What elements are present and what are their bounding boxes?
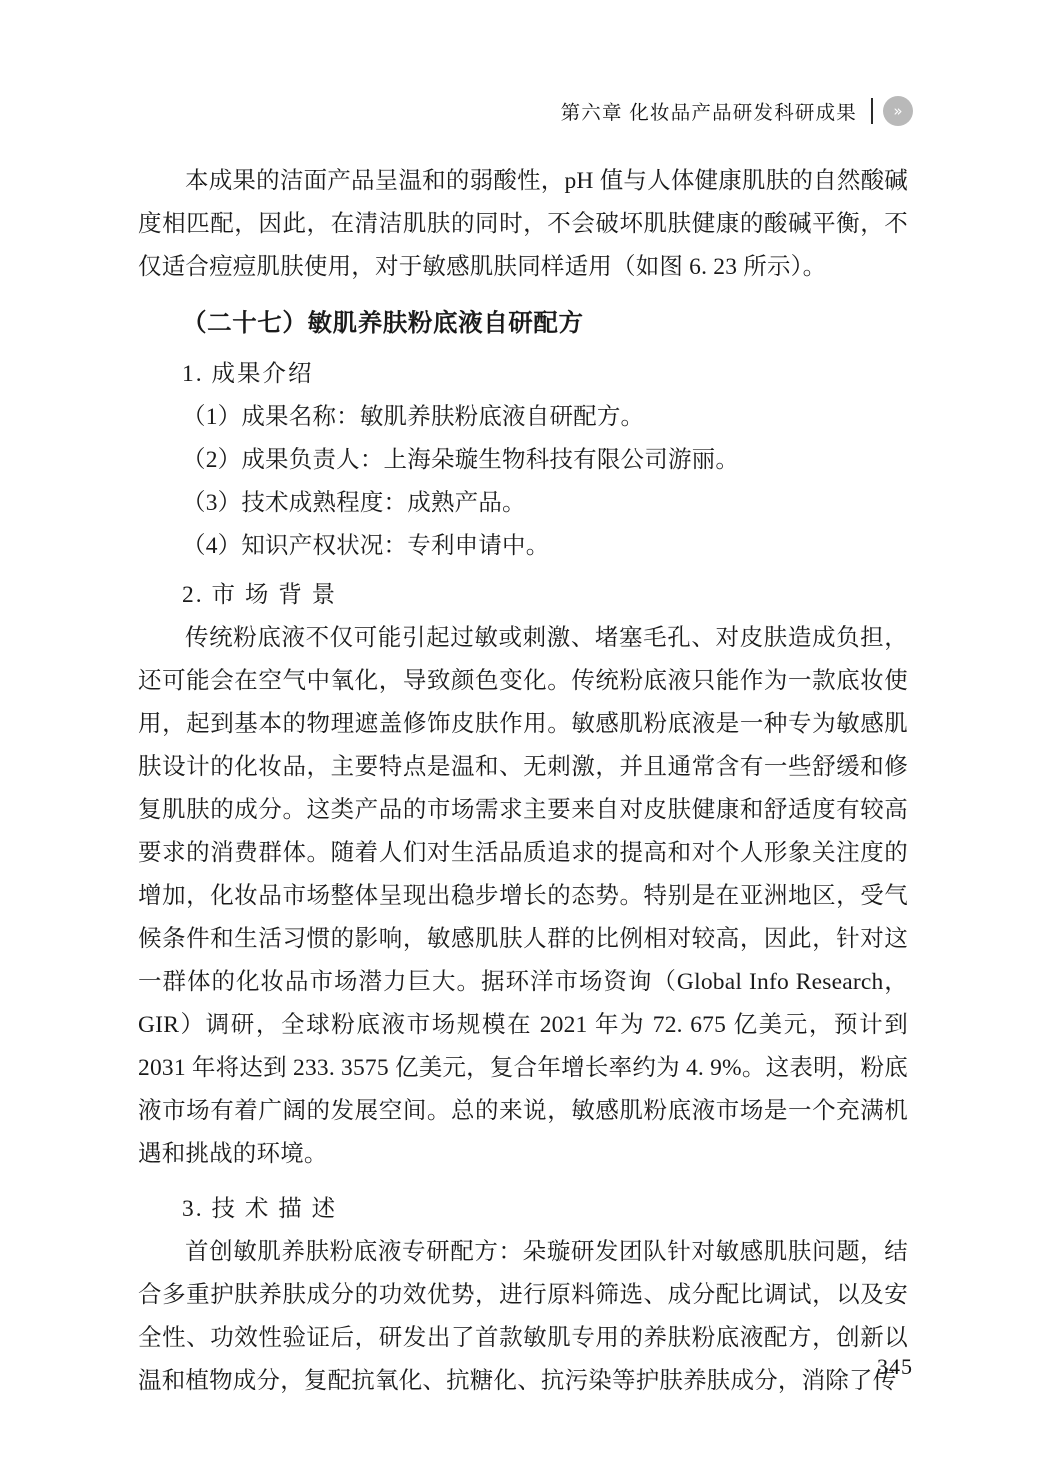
subsection-3-title: 3. 技 术 描 述	[182, 1196, 338, 1222]
header-divider	[871, 98, 873, 124]
list-item: （3）技术成熟程度：成熟产品。	[182, 490, 526, 516]
subsection-2-title: 2. 市 场 背 景	[182, 582, 338, 608]
technical-description-paragraph: 首创敏肌养肤粉底液专研配方：朵璇研发团队针对敏感肌肤问题，结合多重护肤养肤成分的功效优势，进行原料筛选、成分配比调试，以及安全性、功效性验证后，研发出了首款敏肌专用的养肤粉底液配方，创新以温和植物成分，复配抗氧化、抗糖化、抗污染等护肤养肤成分，消除了传	[138, 1239, 908, 1394]
page-number: 345	[877, 1354, 913, 1379]
double-chevron-right-icon: »	[883, 96, 913, 126]
list-item: （2）成果负责人：上海朵璇生物科技有限公司游丽。	[182, 447, 740, 473]
running-header-content	[561, 96, 913, 126]
running-title: 第六章 化妆品产品研发科研成果	[560, 102, 857, 124]
intro-paragraph: 本成果的洁面产品呈温和的弱酸性，pH 值与人体健康肌肤的自然酸碱度相匹配，因此，在清洁肌肤的同时，不会破坏肌肤健康的酸碱平衡，不仅适合痘痘肌肤使用，对于敏感肌肤同样适用（如图 6. 23 所示）。	[138, 168, 908, 280]
list-item: （4）知识产权状况：专利申请中。	[182, 533, 550, 559]
section-heading: （二十七）敏肌养肤粉底液自研配方	[182, 310, 584, 337]
subsection-1-title: 1. 成果介绍	[182, 361, 314, 387]
running-header	[0, 96, 1045, 136]
page-body	[138, 160, 908, 1403]
list-item: （1）成果名称：敏肌养肤粉底液自研配方。	[182, 404, 645, 430]
market-background-paragraph: 传统粉底液不仅可能引起过敏或刺激、堵塞毛孔、对皮肤造成负担，还可能会在空气中氧化，导致颜色变化。传统粉底液只能作为一款底妆使用，起到基本的物理遮盖修饰皮肤作用。敏感肌粉底液是一种专为敏感肌肤设计的化妆品，主要特点是温和、无刺激，并且通常含有一些舒缓和修复肌肤的成分。这类产品的市场需求主要来自对皮肤健康和舒适度有较高要求的消费群体。随着人们对生活品质追求的提高和对个人形象关注度的增加，化妆品市场整体呈现出稳步增长的态势。特别是在亚洲地区，受气候条件和生活习惯的影响，敏感肌肤人群的比例相对较高，因此，针对这一群体的化妆品市场潜力巨大。据环洋市场资询（Global Info Research，GIR）调研，全球粉底液市场规模在 2021 年为 72. 675 亿美元，预计到 2031 年将达到 233. 3575 亿美元，复合年增长率约为 4. 9%。这表明，粉底液市场有着广阔的发展空间。总的来说，敏感肌粉底液市场是一个充满机遇和挑战的环境。	[138, 625, 908, 1167]
